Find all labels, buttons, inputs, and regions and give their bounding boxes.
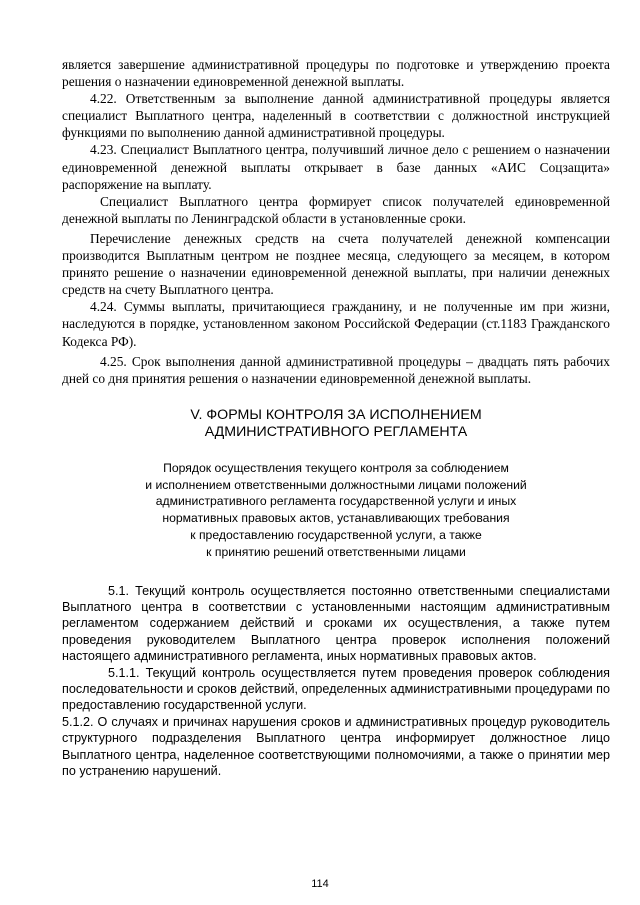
section-title-line-2: АДМИНИСТРАТИВНОГО РЕГЛАМЕНТА — [204, 424, 468, 441]
subtitle-line: нормативных правовых актов, устанавливающих требования — [162, 511, 510, 526]
page-number: 114 — [311, 878, 329, 890]
document-body — [62, 56, 610, 779]
paragraph-5-1: 5.1. Текущий контроль осуществляется постоянно ответственными специалистами Выплатного центра в соответствии с установленными настоящим административным регламентом содержанием действий и сроками их осуществления, а также путем проведения руководителем Выплатного центра проверок исполнения положений настоящего административного регламента, иных нормативных правовых актов. — [62, 583, 610, 664]
subtitle-line: к предоставлению государственной услуги, а также — [190, 527, 482, 542]
paragraph-transfer: Перечисление денежных средств на счета получателей денежной компенсации производится Выплатным центром не позднее месяца, следующего за месяцем, в котором принято решение о назначении единовременной денежной выплаты, при наличии денежных средств на счету Выплатного центра. — [62, 230, 610, 298]
section-subtitle — [62, 460, 610, 561]
paragraph-5-1-2: 5.1.2. О случаях и причинах нарушения сроков и административных процедур руководитель структурного подразделения Выплатного центра информирует должностное лицо Выплатного центра, наделенное соответствующими полномочиями, а также о принятии мер по устранению нарушений. — [62, 714, 610, 779]
section-title — [62, 407, 610, 442]
subtitle-line: Порядок осуществления текущего контроля за соблюдением — [163, 460, 509, 475]
paragraph-4-22: 4.22. Ответственным за выполнение данной административной процедуры является специалист Выплатного центра, наделенный в соответствии с должностной инструкцией функциями по выполнению данной административной процедуры. — [62, 91, 610, 141]
section-title-line-1: V. ФОРМЫ КОНТРОЛЯ ЗА ИСПОЛНЕНИЕМ — [190, 406, 482, 423]
subtitle-line: административного регламента государственной услуги и иных — [155, 494, 517, 509]
paragraph-4-23: 4.23. Специалист Выплатного центра, получивший личное дело с решением о назначении единовременной денежной выплаты открывает в базе данных «АИС Соцзащита» распоряжение на выплату. — [62, 142, 610, 192]
paragraph-4-25: 4.25. Срок выполнения данной административной процедуры – двадцать пять рабочих дней со дня принятия решения о назначении единовременной денежной выплаты. — [62, 353, 610, 386]
subtitle-line: и исполнением ответственными должностными лицами положений — [145, 477, 527, 492]
paragraph-5-1-1: 5.1.1. Текущий контроль осуществляется путем проведения проверок соблюдения последовательности и сроков действий, определенных административными процедурами по предоставлению государственной услуги. — [62, 665, 610, 713]
subtitle-line: к принятию решений ответственными лицами — [206, 544, 466, 559]
paragraph-4-24: 4.24. Суммы выплаты, причитающиеся гражданину, и не полученные им при жизни, наследуются в порядке, установленном законом Российской Федерации (ст.1183 Гражданского Кодекса РФ). — [62, 299, 610, 349]
paragraph-specialist-list: Специалист Выплатного центра формирует список получателей единовременной денежной выплаты по Ленинградской области в установленные сроки. — [62, 193, 610, 226]
paragraph-continuation: является завершение административной процедуры по подготовке и утверждению проекта решения о назначении единовременной денежной выплаты. — [62, 57, 610, 90]
